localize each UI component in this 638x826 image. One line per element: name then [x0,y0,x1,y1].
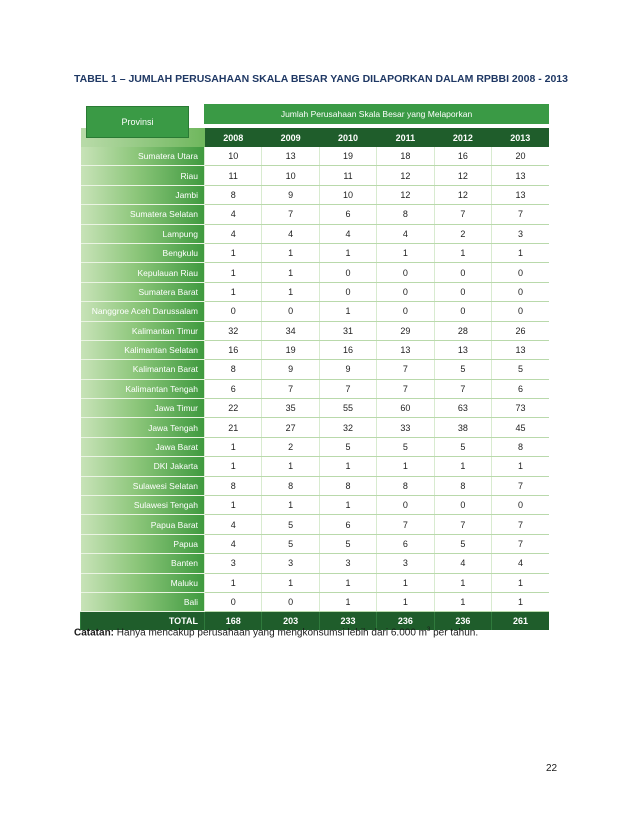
table-cell: 0 [262,302,319,321]
table-cell: 1 [319,302,376,321]
province-name: Bali [81,592,205,611]
province-name: Jawa Tengah [81,418,205,437]
province-name: Sumatera Utara [81,147,205,166]
table-cell: 19 [319,147,376,166]
table-cell: 19 [262,340,319,359]
table-cell: 5 [434,360,491,379]
table-cell: 29 [377,321,434,340]
table-row [81,321,550,340]
table-cell: 1 [262,263,319,282]
table-row [81,302,550,321]
table-row [81,166,550,185]
table-cell: 32 [319,418,376,437]
table-cell: 32 [205,321,262,340]
table-cell: 1 [434,243,491,262]
table-cell: 7 [377,515,434,534]
table-cell: 12 [434,185,491,204]
table-body [81,147,550,612]
table-cell: 0 [434,496,491,515]
table-cell: 1 [205,243,262,262]
province-name: Sulawesi Selatan [81,476,205,495]
table-cell: 8 [262,476,319,495]
table-cell: 8 [377,205,434,224]
table-cell: 5 [319,437,376,456]
table-cell: 13 [492,166,549,185]
data-table-container [80,104,549,630]
year-header: 2010 [319,128,376,147]
table-cell: 3 [319,554,376,573]
table-row [81,360,550,379]
column-group-banner: Jumlah Perusahaan Skala Besar yang Melaporkan [204,104,549,124]
table-cell: 7 [434,379,491,398]
province-name: Kalimantan Timur [81,321,205,340]
table-cell: 1 [319,592,376,611]
table-cell: 21 [205,418,262,437]
table-cell: 7 [434,205,491,224]
table-row [81,263,550,282]
province-name: Bengkulu [81,243,205,262]
table-cell: 22 [205,399,262,418]
year-header: 2011 [377,128,434,147]
table-cell: 7 [492,476,549,495]
table-cell: 5 [434,534,491,553]
table-cell: 13 [262,147,319,166]
table-top-labels [80,104,549,128]
table-cell: 5 [492,360,549,379]
table-cell: 1 [319,573,376,592]
table-row [81,185,550,204]
province-name: Kalimantan Barat [81,360,205,379]
table-row [81,224,550,243]
table-cell: 8 [319,476,376,495]
page-number: 22 [546,763,558,774]
year-header: 2013 [492,128,549,147]
province-name: Maluku [81,573,205,592]
table-cell: 33 [377,418,434,437]
table-cell: 60 [377,399,434,418]
province-name: Kalimantan Selatan [81,340,205,359]
table-cell: 5 [262,515,319,534]
province-name: Jawa Timur [81,399,205,418]
table-cell: 4 [205,224,262,243]
table-cell: 26 [492,321,549,340]
table-cell: 8 [205,360,262,379]
province-name: Lampung [81,224,205,243]
table-cell: 1 [434,592,491,611]
table-cell: 7 [319,379,376,398]
table-cell: 1 [205,263,262,282]
table-cell: 55 [319,399,376,418]
table-cell: 4 [205,534,262,553]
table-cell: 13 [492,340,549,359]
table-cell: 1 [319,496,376,515]
table-cell: 6 [377,534,434,553]
table-row [81,437,550,456]
total-value: 203 [262,612,319,631]
total-value: 236 [434,612,491,631]
year-header: 2008 [205,128,262,147]
table-cell: 4 [492,554,549,573]
province-name: Kepulauan Riau [81,263,205,282]
table-cell: 0 [262,592,319,611]
table-cell: 9 [262,185,319,204]
table-cell: 12 [377,166,434,185]
table-row [81,243,550,262]
province-name: Papua [81,534,205,553]
note-text-end: per tahun. [430,627,479,639]
province-name: Sumatera Selatan [81,205,205,224]
table-cell: 4 [205,515,262,534]
table-row [81,457,550,476]
province-header: Provinsi [86,106,189,138]
table-title: TABEL 1 – JUMLAH PERUSAHAAN SKALA BESAR YANG DILAPORKAN DALAM RPBBI 2008 - 2013 [74,73,568,85]
table-cell: 10 [262,166,319,185]
table-cell: 0 [434,263,491,282]
table-cell: 0 [492,263,549,282]
table-row [81,592,550,611]
table-cell: 0 [377,282,434,301]
table-cell: 8 [434,476,491,495]
total-value: 261 [492,612,549,631]
table-row [81,554,550,573]
province-name: Kalimantan Tengah [81,379,205,398]
table-cell: 6 [205,379,262,398]
table-cell: 8 [205,185,262,204]
table-cell: 8 [377,476,434,495]
table-cell: 1 [205,496,262,515]
table-cell: 9 [262,360,319,379]
province-name: Jawa Barat [81,437,205,456]
table-cell: 4 [262,224,319,243]
table-cell: 27 [262,418,319,437]
table-row [81,340,550,359]
table-cell: 7 [434,515,491,534]
table-cell: 1 [319,243,376,262]
table-cell: 10 [205,147,262,166]
table-cell: 0 [205,302,262,321]
table-cell: 1 [377,243,434,262]
table-cell: 1 [319,457,376,476]
table-cell: 6 [492,379,549,398]
table-cell: 18 [377,147,434,166]
table-cell: 5 [319,534,376,553]
province-name: Nanggroe Aceh Darussalam [81,302,205,321]
table-cell: 7 [377,379,434,398]
table-cell: 1 [205,573,262,592]
table-cell: 3 [377,554,434,573]
table-cell: 1 [492,592,549,611]
table-cell: 1 [262,496,319,515]
total-value: 233 [319,612,376,631]
year-header: 2009 [262,128,319,147]
table-cell: 3 [262,554,319,573]
table-cell: 0 [377,263,434,282]
table-cell: 3 [205,554,262,573]
province-name: Sumatera Barat [81,282,205,301]
table-cell: 4 [377,224,434,243]
table-cell: 3 [492,224,549,243]
province-name: Riau [81,166,205,185]
table-cell: 63 [434,399,491,418]
province-name: Jambi [81,185,205,204]
table-cell: 1 [434,457,491,476]
table-cell: 1 [492,457,549,476]
table-row [81,418,550,437]
total-value: 236 [377,612,434,631]
province-name: Banten [81,554,205,573]
table-cell: 0 [434,282,491,301]
table-cell: 6 [319,515,376,534]
table-cell: 2 [434,224,491,243]
table-cell: 0 [492,496,549,515]
table-row [81,205,550,224]
table-cell: 45 [492,418,549,437]
table-cell: 13 [377,340,434,359]
table-cell: 13 [434,340,491,359]
table-row [81,496,550,515]
table-cell: 1 [262,457,319,476]
table-cell: 0 [492,282,549,301]
table-cell: 35 [262,399,319,418]
table-cell: 6 [319,205,376,224]
table-cell: 1 [262,282,319,301]
table-cell: 7 [377,360,434,379]
table-cell: 7 [492,515,549,534]
table-cell: 38 [434,418,491,437]
companies-table [80,128,549,630]
province-name: Sulawesi Tengah [81,496,205,515]
table-cell: 1 [377,457,434,476]
table-row [81,534,550,553]
table-cell: 1 [377,592,434,611]
table-cell: 1 [205,282,262,301]
table-cell: 16 [434,147,491,166]
table-cell: 12 [434,166,491,185]
table-cell: 9 [319,360,376,379]
table-cell: 1 [262,573,319,592]
total-label: TOTAL [81,612,205,631]
table-cell: 2 [262,437,319,456]
table-cell: 5 [262,534,319,553]
table-cell: 34 [262,321,319,340]
table-cell: 13 [492,185,549,204]
table-cell: 0 [205,592,262,611]
table-cell: 4 [205,205,262,224]
table-cell: 4 [319,224,376,243]
table-cell: 1 [262,243,319,262]
table-cell: 1 [377,573,434,592]
table-cell: 0 [434,302,491,321]
table-cell: 73 [492,399,549,418]
table-cell: 7 [262,379,319,398]
table-row [81,147,550,166]
table-cell: 4 [434,554,491,573]
table-cell: 20 [492,147,549,166]
table-cell: 16 [319,340,376,359]
table-cell: 11 [205,166,262,185]
table-cell: 16 [205,340,262,359]
note-superscript: 3 [426,627,431,633]
table-cell: 0 [319,282,376,301]
table-cell: 11 [319,166,376,185]
table-cell: 1 [205,437,262,456]
table-cell: 0 [377,496,434,515]
table-cell: 0 [377,302,434,321]
table-cell: 7 [492,205,549,224]
note-text: Hanya mencakup perusahaan yang mengkonsumsi lebih dari 6.000 m [116,627,427,639]
table-cell: 1 [205,457,262,476]
table-row [81,282,550,301]
table-cell: 10 [319,185,376,204]
table-row [81,515,550,534]
table-row [81,379,550,398]
province-name: DKI Jakarta [81,457,205,476]
table-cell: 5 [434,437,491,456]
table-cell: 5 [377,437,434,456]
total-value: 168 [205,612,262,631]
table-cell: 12 [377,185,434,204]
table-cell: 7 [492,534,549,553]
table-cell: 8 [205,476,262,495]
table-cell: 8 [492,437,549,456]
year-header: 2012 [434,128,491,147]
table-row [81,399,550,418]
table-cell: 28 [434,321,491,340]
table-row [81,573,550,592]
note-label: Catatan: [74,627,115,639]
table-cell: 31 [319,321,376,340]
table-cell: 1 [434,573,491,592]
table-note [74,627,478,638]
table-cell: 7 [262,205,319,224]
table-cell: 0 [319,263,376,282]
table-cell: 0 [492,302,549,321]
table-row [81,476,550,495]
table-cell: 1 [492,243,549,262]
province-name: Papua Barat [81,515,205,534]
table-cell: 1 [492,573,549,592]
